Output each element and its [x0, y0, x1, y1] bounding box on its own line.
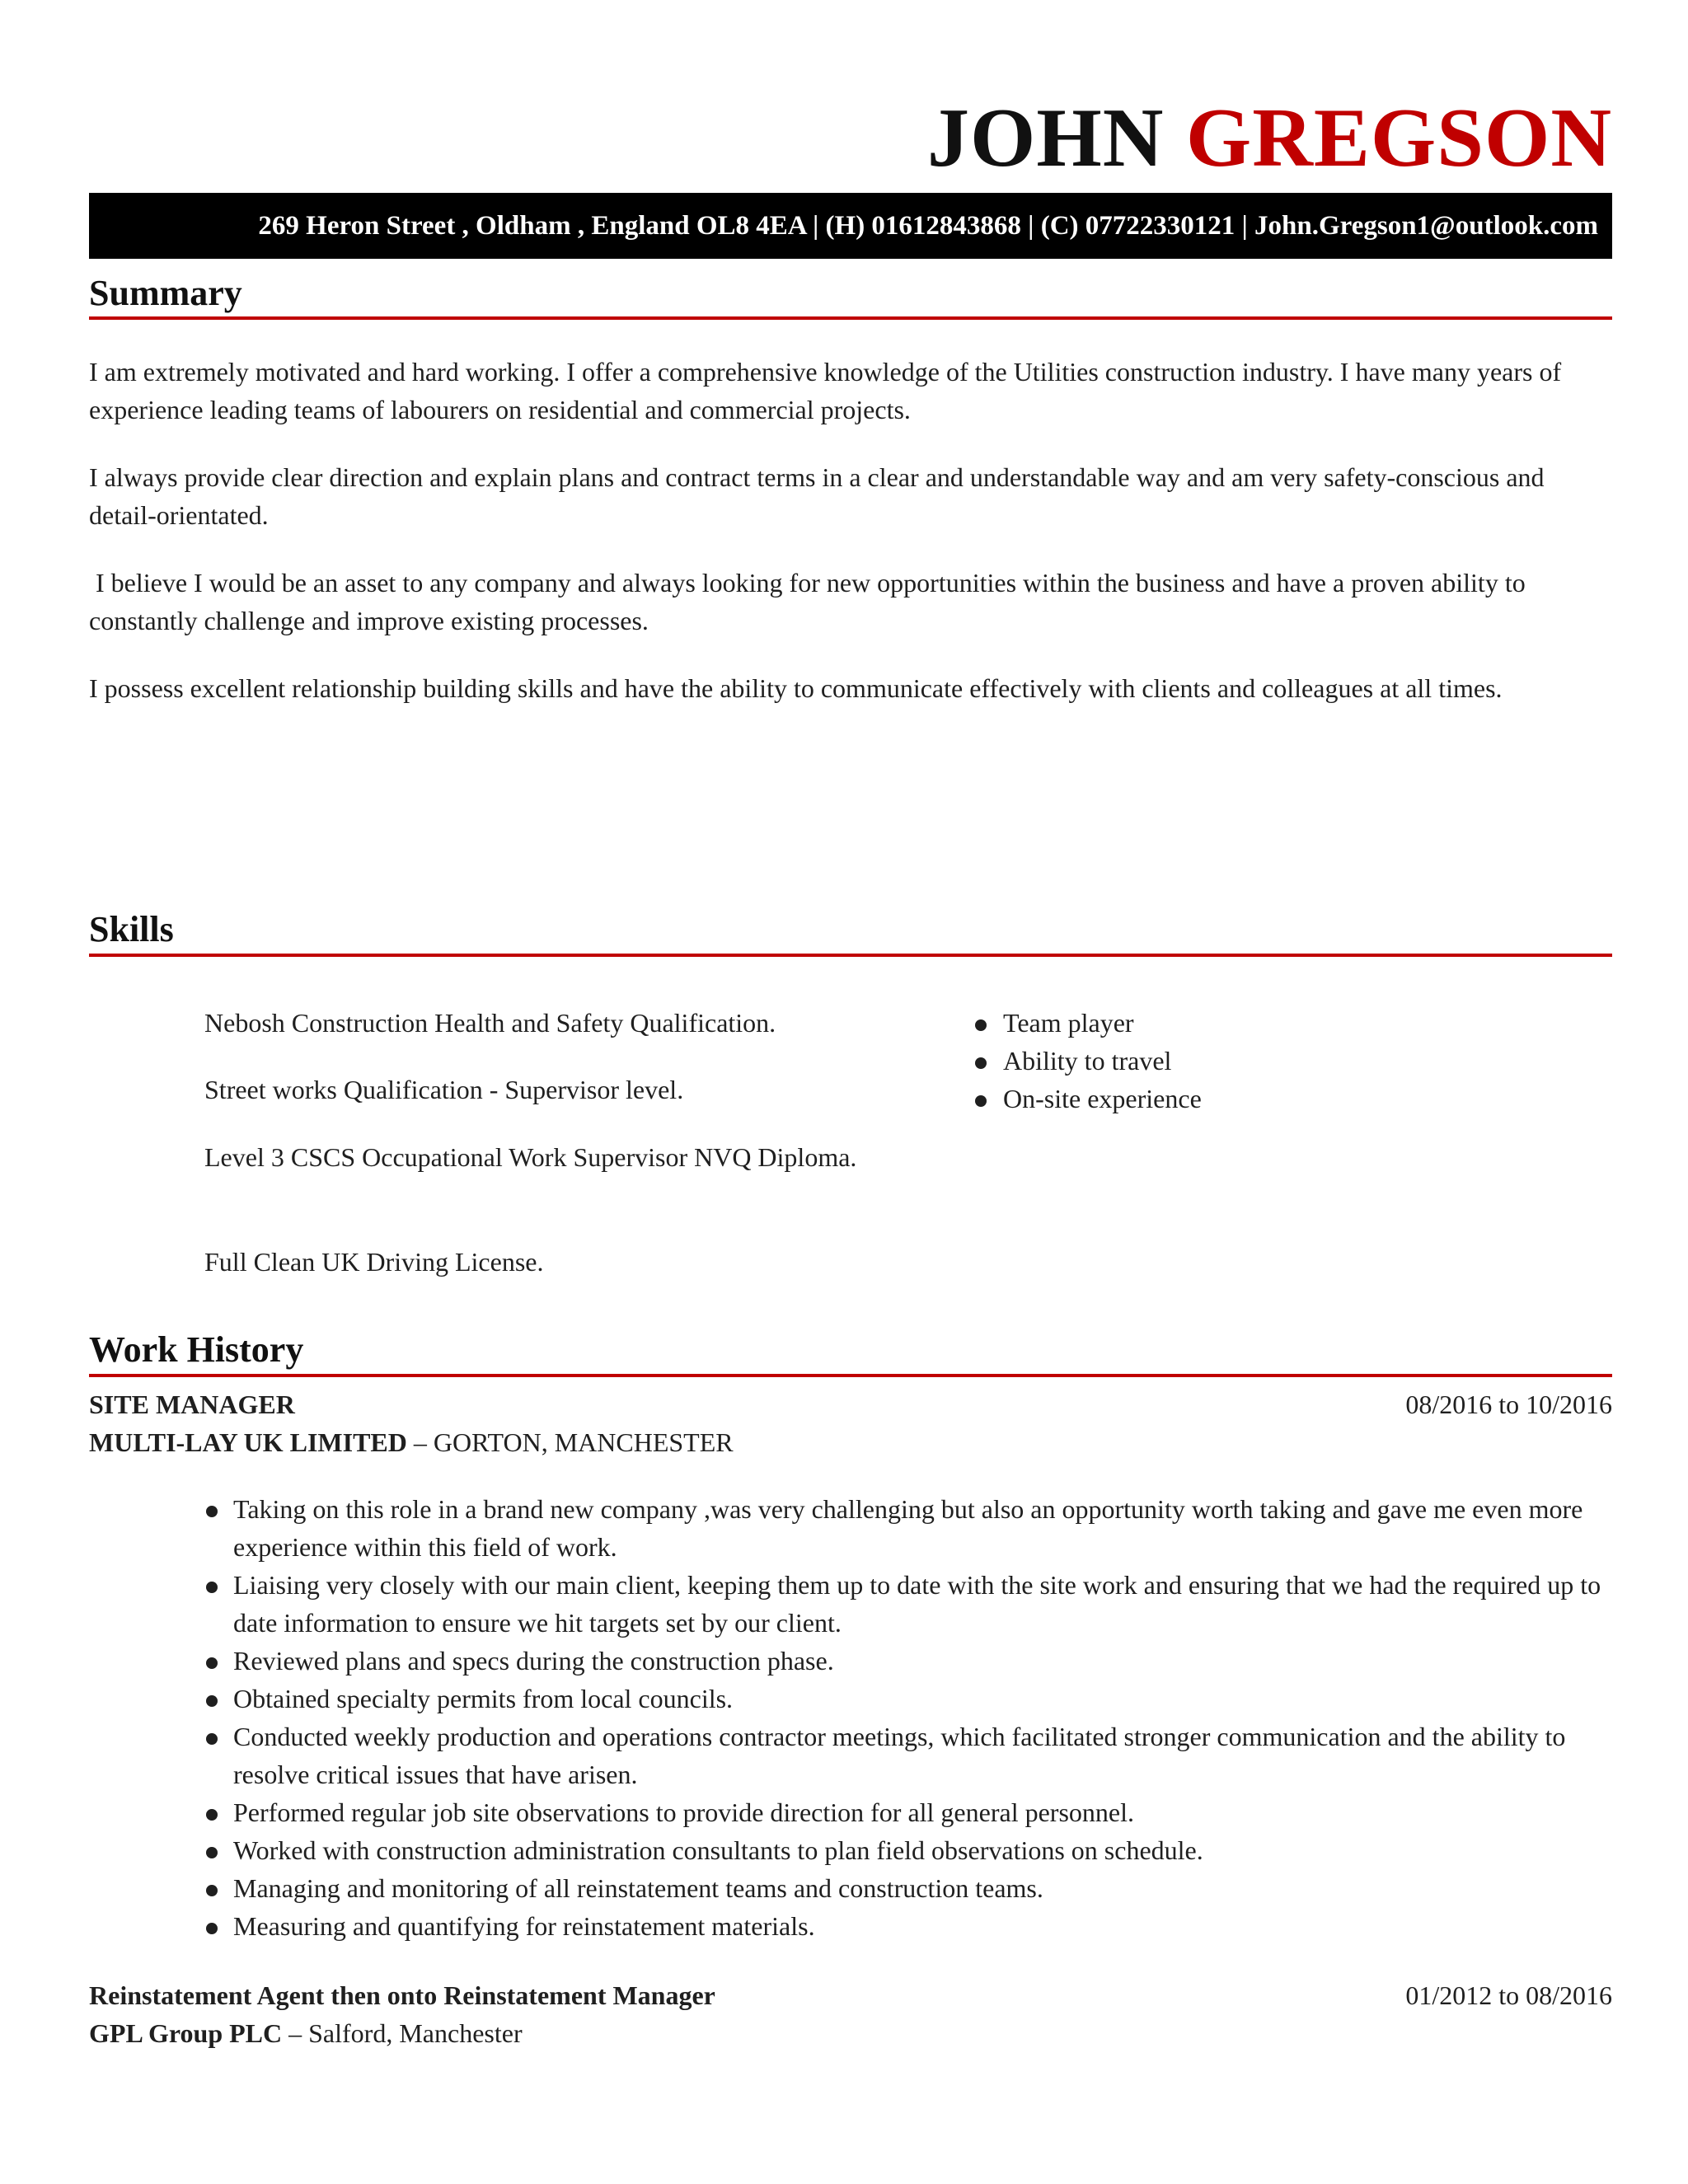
- duty-item: Reviewed plans and specs during the construction phase.: [204, 1642, 1612, 1680]
- bullet-icon: [206, 1733, 218, 1745]
- company-name: GPL Group PLC: [89, 2018, 283, 2048]
- skill-item: Nebosh Construction Health and Safety Qualification.: [204, 1008, 776, 1038]
- bullet-icon: [206, 1695, 218, 1707]
- bullet-icon: [206, 1885, 218, 1896]
- bullet-icon: [975, 1095, 987, 1107]
- job-title: SITE MANAGER: [89, 1390, 295, 1419]
- summary-paragraph: I possess excellent relationship building skills and have the ability to communicate effectively with clients and colleagues at all times.: [89, 673, 1503, 703]
- job-title: Reinstatement Agent then onto Reinstatement Manager: [89, 1980, 715, 2010]
- bullet-icon: [975, 1019, 987, 1031]
- duty-item: Performed regular job site observations to provide direction for all general personnel.: [204, 1793, 1612, 1831]
- job-dates: 08/2016 to 10/2016: [1405, 1390, 1612, 1419]
- duty-item: Taking on this role in a brand new company ,was very challenging but also an opportunity worth taking and gave me even more experience within this field of work.: [204, 1490, 1612, 1566]
- skill-item: Street works Qualification - Supervisor level.: [204, 1075, 684, 1104]
- company-name: MULTI-LAY UK LIMITED: [89, 1427, 407, 1457]
- work-history-divider: [89, 1374, 1612, 1377]
- skills-bullet-list: [963, 1004, 1202, 1118]
- skill-bullet-item: On-site experience: [963, 1080, 1202, 1118]
- bullet-icon: [206, 1847, 218, 1858]
- bullet-icon: [206, 1923, 218, 1934]
- job-duties-list: [204, 1490, 1612, 1945]
- duty-item: Liaising very closely with our main client, keeping them up to date with the site work and ensuring that we had the required up to date information to ensure we hit targets set by our client.: [204, 1566, 1612, 1642]
- summary-paragraph: I am extremely motivated and hard working. I offer a comprehensive knowledge of the Utilities construction industry. I have many years of experience leading teams of labourers on residential and commercial projects.: [89, 357, 1562, 424]
- skill-bullet-item: Team player: [963, 1004, 1202, 1042]
- company-location: – Salford, Manchester: [282, 2018, 523, 2048]
- job-company: [89, 2014, 523, 2052]
- candidate-name: [927, 89, 1612, 188]
- summary-paragraph: I believe I would be an asset to any company and always looking for new opportunities within the business and have a proven ability to constantly challenge and improve existing processes.: [89, 568, 1532, 635]
- duty-item: Obtained specialty permits from local councils.: [204, 1680, 1612, 1718]
- duty-item: Worked with construction administration consultants to plan field observations on schedule.: [204, 1831, 1612, 1869]
- skill-item: Level 3 CSCS Occupational Work Supervisor NVQ Diploma.: [204, 1142, 857, 1172]
- skill-bullet-item: Ability to travel: [963, 1042, 1202, 1080]
- bullet-icon: [206, 1657, 218, 1669]
- last-name: GREGSON: [1185, 91, 1612, 185]
- duty-item: Conducted weekly production and operations contractor meetings, which facilitated stronger communication and the ability to resolve critical issues that have arisen.: [204, 1718, 1612, 1793]
- duty-item: Managing and monitoring of all reinstatement teams and construction teams.: [204, 1869, 1612, 1907]
- contact-details: 269 Heron Street , Oldham , England OL8 4EA | (H) 01612843868 | (C) 07722330121 | John.Gregson1@outlook.com: [258, 210, 1598, 241]
- company-location: – GORTON, MANCHESTER: [406, 1427, 734, 1457]
- skills-divider: [89, 954, 1612, 957]
- duty-item: Measuring and quantifying for reinstatement materials.: [204, 1907, 1612, 1945]
- summary-paragraph: I always provide clear direction and explain plans and contract terms in a clear and understandable way and am very safety-conscious and detail-orientated.: [89, 462, 1545, 530]
- job-dates: 01/2012 to 08/2016: [1405, 1980, 1612, 2010]
- skills-heading: Skills: [89, 909, 174, 949]
- job-company: [89, 1423, 734, 1461]
- first-name: JOHN: [927, 91, 1165, 185]
- summary-heading: Summary: [89, 273, 242, 313]
- work-history-heading: Work History: [89, 1329, 304, 1370]
- skill-item: Full Clean UK Driving License.: [204, 1247, 544, 1277]
- bullet-icon: [206, 1809, 218, 1821]
- bullet-icon: [975, 1057, 987, 1069]
- bullet-icon: [206, 1506, 218, 1517]
- contact-bar: [89, 193, 1612, 259]
- summary-divider: [89, 316, 1612, 320]
- bullet-icon: [206, 1582, 218, 1593]
